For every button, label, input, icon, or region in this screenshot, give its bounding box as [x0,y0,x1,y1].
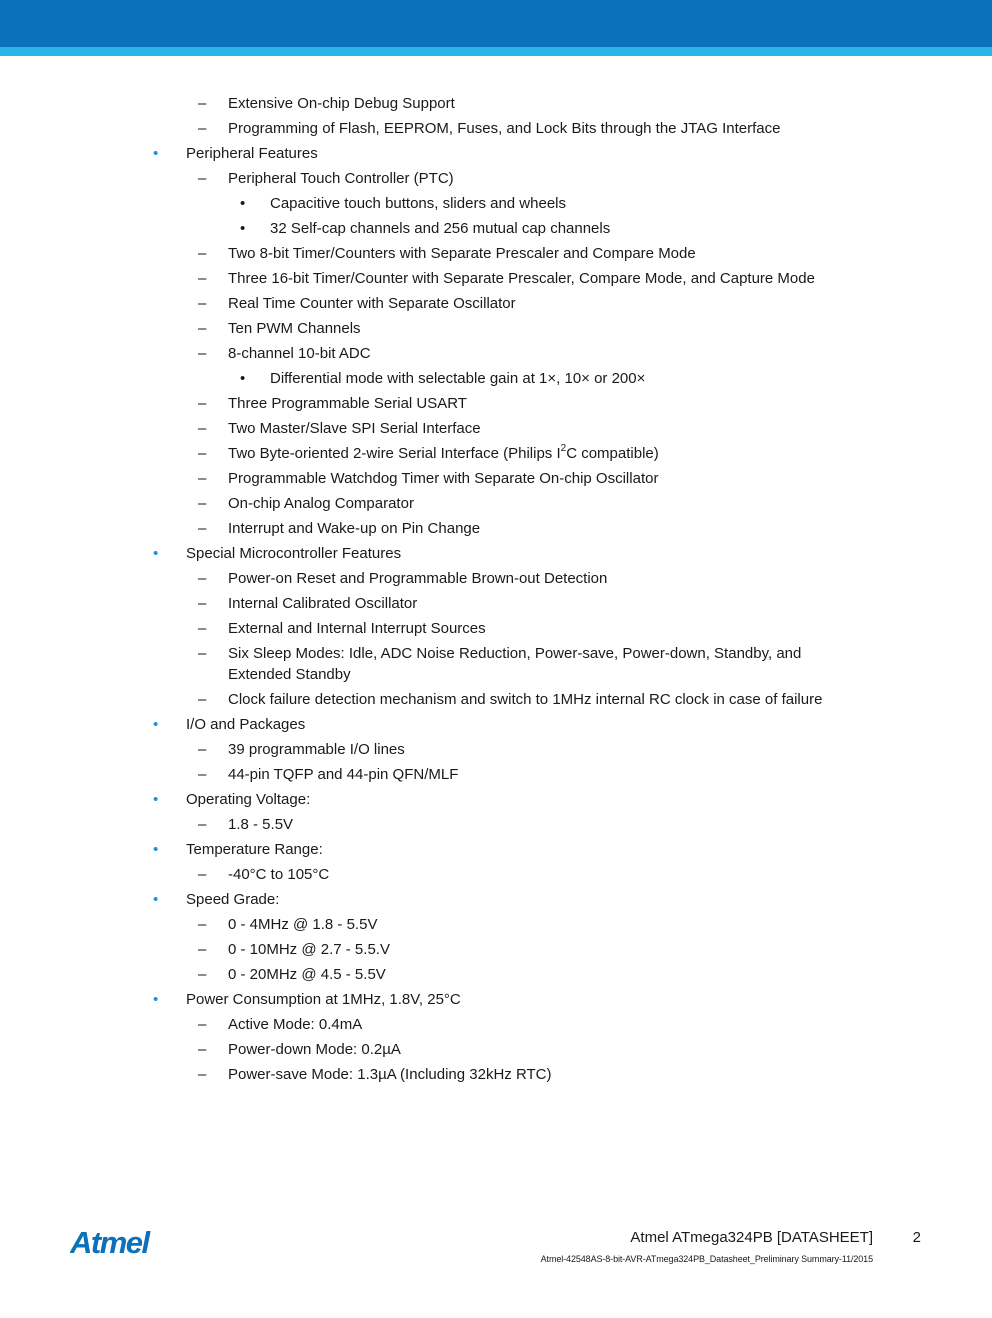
dash-bullet: – [198,445,207,462]
list-item: Clock failure detection mechanism and switch to 1MHz internal RC clock in case of failure [228,691,823,708]
dash-bullet: – [198,966,207,983]
section-heading: Special Microcontroller Features [186,545,402,562]
dash-bullet: – [198,295,207,312]
list-item: 0 - 10MHz @ 2.7 - 5.5.V [228,941,390,958]
page-number: 2 [912,1229,921,1246]
bullet-dot: • [153,145,159,162]
list-item: Internal Calibrated Oscillator [228,595,418,612]
list-item: 0 - 4MHz @ 1.8 - 5.5V [228,916,378,933]
list-item: Peripheral Touch Controller (PTC) [228,170,454,187]
list-item: Programmable Watchdog Timer with Separate On-chip Oscillator [228,470,659,487]
dash-bullet: – [198,170,207,187]
list-item: Three Programmable Serial USART [228,395,467,412]
dash-bullet: – [198,816,207,833]
bullet-dot: • [153,791,159,808]
list-item: Six Sleep Modes: Idle, ADC Noise Reduction, Power-save, Power-down, Standby, and [228,645,802,662]
list-item: 8-channel 10-bit ADC [228,345,371,362]
footer-doc-id: Atmel-42548AS-8-bit-AVR-ATmega324PB_Datasheet_Preliminary Summary-11/2015 [540,1254,873,1264]
dash-bullet: – [198,620,207,637]
list-item: Power-on Reset and Programmable Brown-out Detection [228,570,608,587]
bullet-dot: • [240,195,246,212]
list-item: 44-pin TQFP and 44-pin QFN/MLF [228,766,459,783]
list-item: Active Mode: 0.4mA [228,1016,363,1033]
list-item: Three 16-bit Timer/Counter with Separate Prescaler, Compare Mode, and Capture Mode [228,270,815,287]
list-item: 0 - 20MHz @ 4.5 - 5.5V [228,966,386,983]
dash-bullet: – [198,420,207,437]
list-item: External and Internal Interrupt Sources [228,620,486,637]
dash-bullet: – [198,120,207,137]
dash-bullet: – [198,470,207,487]
bullet-dot: • [153,716,159,733]
section-heading: Peripheral Features [186,145,318,162]
list-item: Two Master/Slave SPI Serial Interface [228,420,481,437]
dash-bullet: – [198,1016,207,1033]
dash-bullet: – [198,345,207,362]
dash-bullet: – [198,570,207,587]
dash-bullet: – [198,1066,207,1083]
dash-bullet: – [198,270,207,287]
list-item: Programming of Flash, EEPROM, Fuses, and Lock Bits through the JTAG Interface [228,120,781,137]
dash-bullet: – [198,320,207,337]
dash-bullet: – [198,395,207,412]
list-item: 32 Self-cap channels and 256 mutual cap channels [270,220,611,237]
header-band [0,0,992,47]
section-heading: Speed Grade: [186,891,280,908]
list-item: Two Byte-oriented 2-wire Serial Interface (Philips $I^2C$ compatible) [228,443,659,462]
atmel-logo [70,1224,170,1258]
dash-bullet: – [198,645,207,662]
dash-bullet: – [198,1041,207,1058]
list-item: 39 programmable I/O lines [228,741,405,758]
section-heading: I/O and Packages [186,716,306,733]
bullet-dot: • [153,841,159,858]
bullet-dot: • [240,370,246,387]
list-item: Power-save Mode: 1.3µA (Including 32kHz RTC) [228,1066,552,1083]
bullet-dot: • [240,220,246,237]
bullet-dot: • [153,991,159,1008]
dash-bullet: – [198,595,207,612]
list-item: Extensive On-chip Debug Support [228,95,455,112]
list-item: Capacitive touch buttons, sliders and wheels [270,195,567,212]
dash-bullet: – [198,941,207,958]
section-heading: Operating Voltage: [186,791,311,808]
dash-bullet: – [198,495,207,512]
list-item: Interrupt and Wake-up on Pin Change [228,520,481,537]
section-heading: Temperature Range: [186,841,323,858]
section-heading: Power Consumption at 1MHz, 1.8V, 25°C [186,991,461,1008]
bullet-dot: • [153,545,159,562]
list-item: 1.8 - 5.5V [228,816,294,833]
list-item: Ten PWM Channels [228,320,361,337]
header-stripe [0,47,992,56]
list-item: Power-down Mode: 0.2µA [228,1041,401,1058]
footer-title: Atmel ATmega324PB [DATASHEET] [630,1229,873,1246]
list-item: Extended Standby [228,666,351,683]
dash-bullet: – [198,916,207,933]
list-item: Real Time Counter with Separate Oscillator [228,295,516,312]
bullet-dot: • [153,891,159,908]
dash-bullet: – [198,691,207,708]
dash-bullet: – [198,95,207,112]
list-item: On-chip Analog Comparator [228,495,414,512]
dash-bullet: – [198,866,207,883]
list-item: Two 8-bit Timer/Counters with Separate Prescaler and Compare Mode [228,245,696,262]
list-item: -40°C to 105°C [228,866,330,883]
list-item: Differential mode with selectable gain at 1×, 10× or 200× [270,370,646,387]
svg-text:Atmel: Atmel [70,1225,149,1258]
dash-bullet: – [198,741,207,758]
dash-bullet: – [198,766,207,783]
dash-bullet: – [198,520,207,537]
dash-bullet: – [198,245,207,262]
